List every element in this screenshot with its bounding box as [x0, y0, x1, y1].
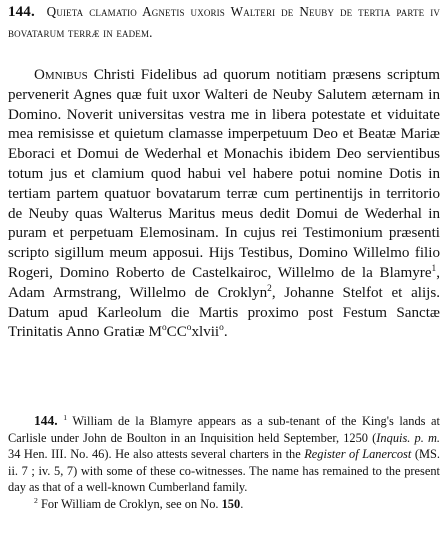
charter-text-end: . — [223, 324, 228, 341]
charter-text-part-3: , Johanne Stelfot et alijs. Datum apud Karleolum die Martis proximo post Festum Sanctæ Trinitatis Anno Gratiæ M — [8, 284, 440, 341]
footnote-2-mark: 2 — [34, 495, 38, 505]
charter-number: 144. — [8, 4, 35, 20]
footnote-1-register: Register of Lanercost — [304, 447, 412, 462]
charter-text-part-1: Christi Fidelibus ad quorum notitiam præsens scriptum pervenerit Agnes quæ fuit uxor Walteri de Neuby Salutem æternam in Domino. Noverit universitas vestra me in libera potestate et viduitate mea remisisse et quietum clamasse imperpetuum Deo et Beatæ Mariæ Eboraci et Domui de Wederhal et Monachis ibidem Deo servientibus totum jus et clamium quod habui vel habere potui nomine Dotis in tertiam partem quatuor bovatarum terræ cum pertinentijs in territorio de Neuby quas Walterus Maritus meus dedit Domui de Wederhal in puram et perpetuam Elemosinam. In cujus rei Testimonium præsenti scripto sigillum meum apposui. Hijs Testibus, Domino Willelmo filio Rogeri, Domino Roberto de Castelkairoc, Willelmo de la Blamyre — [8, 67, 440, 281]
footnotes — [8, 413, 440, 513]
footnote-1 — [8, 413, 440, 496]
footnote-1-inquis: Inquis. p. m. — [376, 430, 441, 445]
footnote-1-text-a: William de la Blamyre appears as a sub-tenant of the King's lands at Carlisle under John de Boulton in an Inquisition held September, 1250 ( — [8, 414, 440, 445]
footnote-1-text-c: (MS. ii. 7 ; iv. 5, 7) with some of these co-witnesses. The name has remained to the present day as that of a well-known Cumberland family. — [8, 447, 440, 495]
charter-opening-word: Omnibus — [34, 67, 88, 83]
charter-text-part-2: , Adam Armstrang, Willelmo de Croklyn — [8, 264, 440, 301]
footnote-1-text-b: 34 Hen. III. No. 46). He also attests several charters in the — [8, 447, 305, 462]
date-superscript-2: o — [186, 323, 192, 334]
footnote-mark-1: 1 — [431, 263, 437, 274]
footnote-mark-2: 2 — [267, 283, 272, 294]
charter-title: Quieta clamatio Agnetis uxoris Walteri de Neuby de tertia parte iv bovatarum terræ in eadem. — [8, 4, 440, 40]
footnote-2-end: . — [240, 496, 244, 511]
footnote-2-ref: 150 — [221, 496, 241, 511]
date-superscript-1: o — [161, 323, 167, 334]
charter-heading — [8, 2, 440, 42]
footnote-2-text: For William de Croklyn, see on No. — [37, 496, 222, 511]
date-superscript-3: o — [219, 323, 224, 334]
date-hundreds: CC — [166, 324, 187, 341]
footnote-charter-ref: 144. — [34, 413, 58, 428]
footnote-1-mark: 1 — [63, 412, 68, 422]
date-units: xlvii — [191, 324, 220, 341]
footnote-2 — [8, 496, 440, 513]
charter-text — [8, 66, 440, 343]
